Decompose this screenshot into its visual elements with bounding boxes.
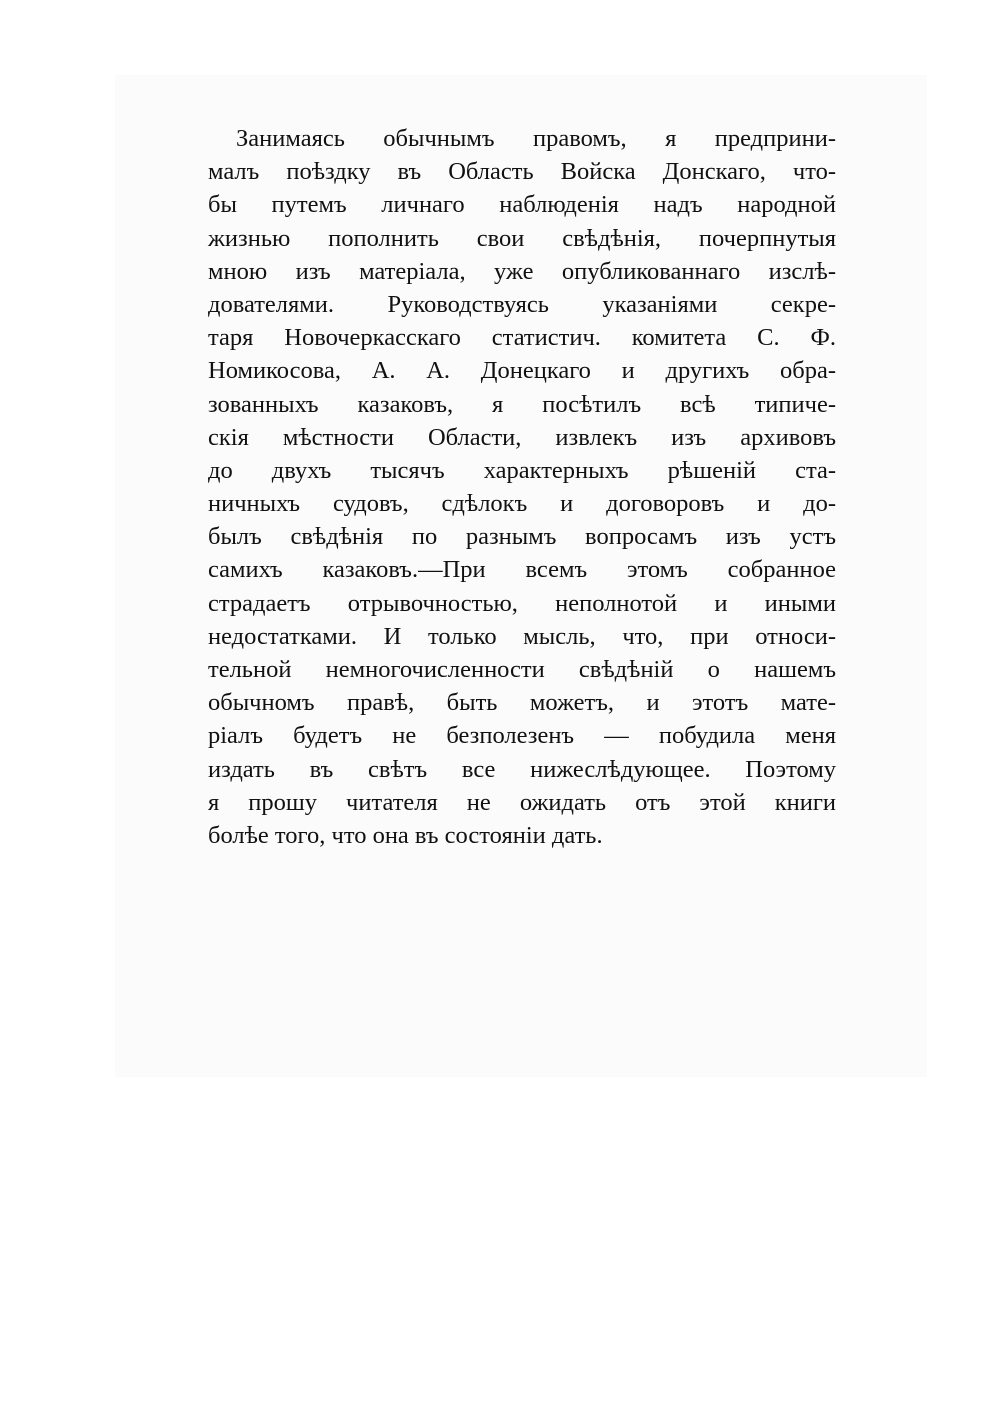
text-line: ріалъ будетъ не безполезенъ — побудила меня bbox=[208, 722, 836, 750]
text-line: обычномъ правѣ, быть можетъ, и этотъ мате- bbox=[208, 689, 836, 717]
text-line: издать въ свѣтъ все нижеслѣдующее. Поэтому bbox=[208, 755, 836, 783]
text-line: зованныхъ казаковъ, я посѣтилъ всѣ типиче- bbox=[208, 390, 836, 418]
text-line: жизнью пополнить свои свѣдѣнія, почерпнутыя bbox=[208, 224, 836, 252]
text-line: до двухъ тысячъ характерныхъ рѣшеній ста- bbox=[208, 456, 836, 484]
text-line: я прошу читателя не ожидать отъ этой книги bbox=[208, 788, 836, 816]
text-line: мною изъ матеріала, уже опубликованнаго изслѣ- bbox=[208, 257, 836, 285]
text-line: скія мѣстности Области, извлекъ изъ архивовъ bbox=[208, 423, 836, 451]
text-line: таря Новочеркасскаго статистич. комитета С. Ф. bbox=[208, 324, 836, 352]
body-paragraph bbox=[208, 122, 836, 852]
text-line: бы путемъ личнаго наблюденія надъ народной bbox=[208, 191, 836, 219]
text-line: Номикосова, А. А. Донецкаго и другихъ обра- bbox=[208, 357, 836, 385]
text-line: ничныхъ судовъ, сдѣлокъ и договоровъ и до- bbox=[208, 490, 836, 518]
text-line: страдаетъ отрывочностью, неполнотой и иными bbox=[208, 589, 836, 617]
text-line: самихъ казаковъ.—При всемъ этомъ собранное bbox=[208, 556, 836, 584]
text-line: Занимаясь обычнымъ правомъ, я предприни- bbox=[236, 125, 836, 152]
text-line: болѣе того, что она въ состояніи дать. bbox=[208, 821, 603, 849]
text-line: малъ поѣздку въ Область Войска Донскаго, что- bbox=[208, 158, 836, 186]
text-line: тельной немногочисленности свѣдѣній о нашемъ bbox=[208, 656, 836, 683]
text-line: былъ свѣдѣнія по разнымъ вопросамъ изъ устъ bbox=[208, 523, 836, 551]
text-line: недостатками. И только мысль, что, при относи- bbox=[208, 622, 836, 650]
text-line: дователями. Руководствуясь указаніями секре- bbox=[208, 290, 836, 318]
